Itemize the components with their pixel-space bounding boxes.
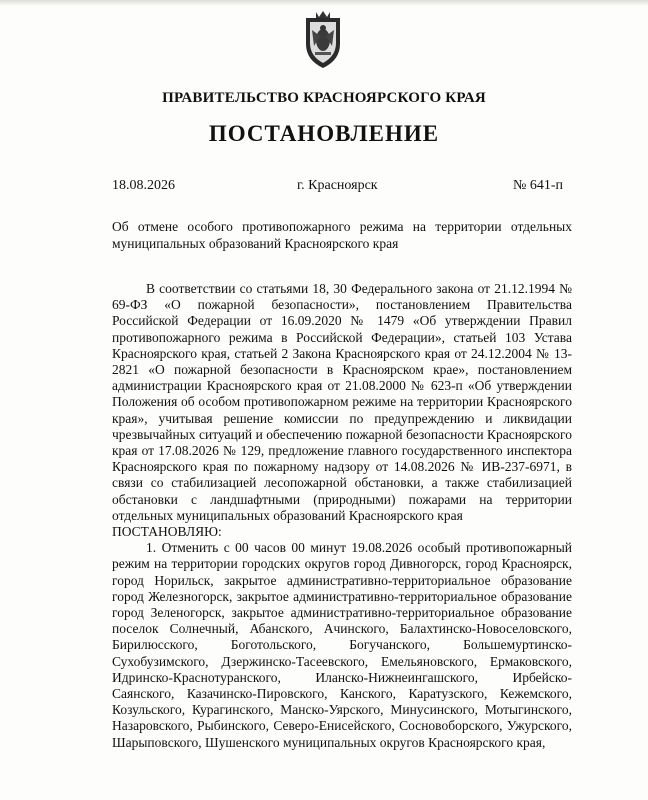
scan-edge <box>0 0 648 6</box>
document-subject: Об отмене особого противопожарного режима на территории отдельных муниципальных образований Красноярского края <box>112 219 572 251</box>
coat-of-arms-emblem <box>300 8 346 70</box>
document-number: № 641-п <box>513 178 564 193</box>
preamble-paragraph: В соответствии со статьями 18, 30 Федерального закона от 21.12.1994 № 69-ФЗ «О пожарной безопасности», постановлением Правительства Российской Федерации от 16.09.2020 № 1479 «Об утверждении Правил противопожарного режима в Российской Федерации», статьей 103 Устава Красноярского края, статьей 2 Закона Красноярского края от 24.12.2004 № 13-2821 «О пожарной безопасности в Красноярском крае», постановлением администрации Красноярского края от 21.08.2000 № 623-п «Об утверждении Положения об особом противопожарном режиме на территории Красноярского края», учитывая решение комиссии по предупреждению и ликвидации чрезвычайных ситуаций и обеспечению пожарной безопасности Красноярского края от 17.08.2026 № 129, предложение главного государственного инспектора Красноярского края по пожарному надзору от 14.08.2026 № ИВ-237-6971, в связи со стабилизацией лесопожарной обстановки, а также стабилизацией обстановки с ландшафтными (природными) пожарами на территории отдельных муниципальных образований Красноярского края <box>112 281 572 523</box>
document-date: 18.08.2026 <box>112 178 175 193</box>
document-city: г. Красноярск <box>297 178 378 193</box>
document-type-title: ПОСТАНОВЛЕНИЕ <box>208 121 440 146</box>
decree-word: ПОСТАНОВЛЯЮ: <box>112 524 222 540</box>
item-1-paragraph: 1. Отменить с 00 часов 00 минут 19.08.2026 особый противопожарный режим на территории городских округов город Дивногорск, город Красноярск, город Норильск, закрытое административно-территориальное образование город Железногорск, закрытое административно-территориальное образование город Зеленогорск, закрытое административно-территориальное образование поселок Солнечный, Абанского, Ачинского, Балахтинско-Новоселовского, Бирилюсского, Боготольского, Богучанского, Большемуртинско-Сухобузимского, Дзержинско-Тасеевского, Емельяновского, Ермаковского, Идринско-Краснотуранского, Иланско-Нижнеингашского, Ирбейско-Саянского, Казачинско-Пировского, Канского, Каратузского, Кежемского, Козульского, Курагинского, Манско-Уярского, Минусинского, Мотыгинского, Назаровского, Рыбинского, Северо-Енисейского, Сосновоборского, Ужурского, Шарыповского, Шушенского муниципальных округов Красноярского края, <box>112 540 572 750</box>
document-body <box>112 281 572 751</box>
government-name: ПРАВИТЕЛЬСТВО КРАСНОЯРСКОГО КРАЯ <box>162 90 486 106</box>
